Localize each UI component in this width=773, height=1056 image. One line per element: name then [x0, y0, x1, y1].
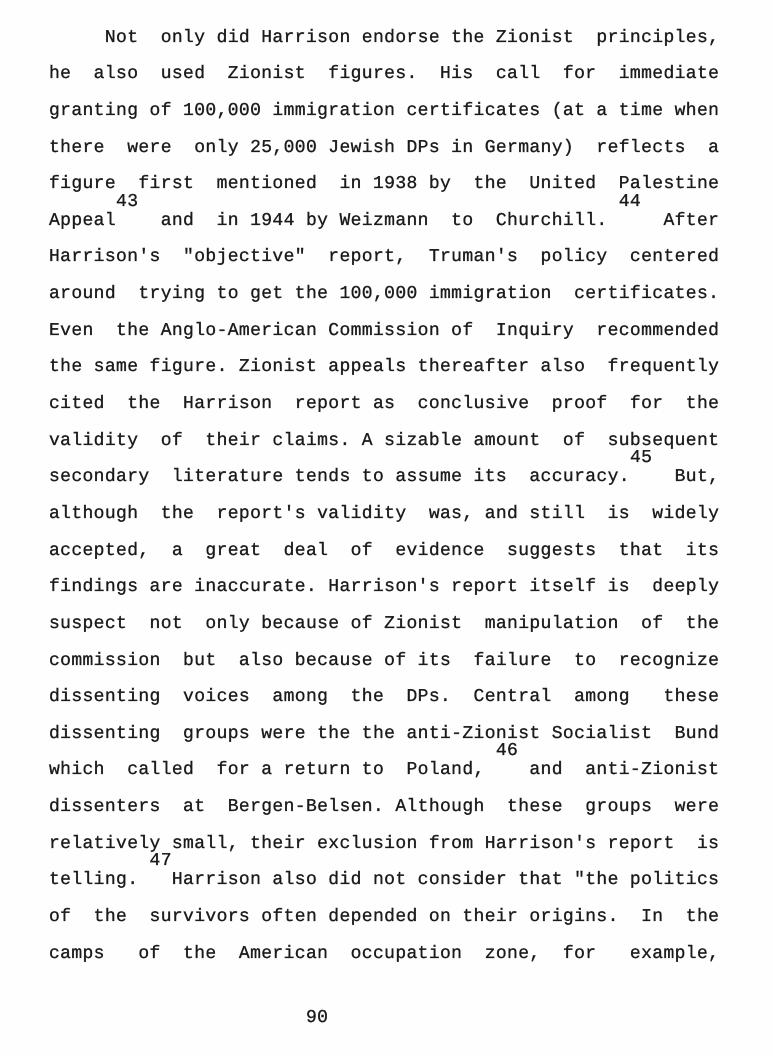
line-text: Harrison's "objective" report, Truman's policy centered: [49, 247, 720, 268]
text-line: [49, 707, 721, 744]
line-text: dissenting voices among the DPs. Central among these: [49, 687, 720, 708]
line-text: validity of their claims. A sizable amount of subsequent: [49, 430, 720, 451]
line-text: figure first mentioned in 1938 by the United Palestine: [49, 174, 720, 195]
line-text: around trying to get the 100,000 immigration certificates.: [49, 284, 720, 305]
text-line: [49, 267, 721, 304]
footnote-ref: 46: [495, 741, 519, 762]
text-line: [49, 561, 721, 598]
text-line: [49, 927, 721, 964]
text-line: [49, 851, 721, 891]
text-line: [49, 231, 721, 268]
text-line: [49, 414, 721, 451]
line-text: secondary literature tends to assume its accuracy. But,: [49, 467, 720, 488]
text-line: [49, 817, 721, 854]
line-text: there were only 25,000 Jewish DPs in Germany) reflects a: [49, 137, 720, 158]
line-text: commission but also because of its failure to recognize: [49, 650, 720, 671]
line-text: findings are inaccurate. Harrison's report itself is deeply: [49, 577, 720, 598]
line-text: granting of 100,000 immigration certificates (at a time when: [49, 100, 720, 121]
text-line: [49, 191, 721, 231]
line-text: of the survivors often depended on their origins. In the: [49, 907, 720, 928]
text-line: [49, 634, 721, 671]
text-line: [49, 890, 721, 927]
line-text: Even the Anglo-American Commission of Inquiry recommended: [49, 320, 720, 341]
line-text: cited the Harrison report as conclusive proof for the: [49, 394, 720, 415]
text-line: [49, 158, 721, 195]
text-line: [49, 11, 721, 48]
line-text: camps of the American occupation zone, for example,: [49, 943, 720, 964]
line-text: the same figure. Zionist appeals thereafter also frequently: [49, 357, 720, 378]
line-text: which called for a return to Poland, and anti-Zionist: [49, 760, 720, 781]
text-line: [49, 341, 721, 378]
footnote-ref: 44: [618, 191, 642, 212]
text-line: [49, 121, 721, 158]
line-text: Not only did Harrison endorse the Zionist principles,: [49, 27, 720, 48]
footnote-ref-row: [49, 742, 518, 760]
line-text: telling. Harrison also did not consider that "the politics: [49, 870, 720, 891]
text-line: [49, 780, 721, 817]
page-number: 90: [306, 1008, 329, 1028]
footnote-ref-row: [49, 193, 641, 211]
text-line: [49, 671, 721, 708]
text-line: [49, 377, 721, 414]
text-line: [49, 487, 721, 524]
body-text: [49, 11, 721, 964]
text-line: [49, 597, 721, 634]
footnote-ref-row: [49, 852, 172, 870]
text-line: [49, 84, 721, 121]
line-text: he also used Zionist figures. His call for immediate: [49, 64, 720, 85]
line-text: relatively small, their exclusion from Harrison's report is: [49, 833, 720, 854]
text-line: [49, 304, 721, 341]
text-line: [49, 524, 721, 561]
line-text: accepted, a great deal of evidence suggests that its: [49, 540, 720, 561]
line-text: Appeal and in 1944 by Weizmann to Churchill. After: [49, 210, 720, 231]
footnote-ref: 47: [149, 851, 172, 872]
text-line: [49, 48, 721, 85]
footnote-ref-row: [49, 449, 652, 467]
footnote-ref: 45: [629, 448, 653, 469]
line-text: suspect not only because of Zionist manipulation of the: [49, 613, 720, 634]
text-line: [49, 448, 721, 488]
text-line: [49, 741, 721, 781]
footnote-ref: 43: [116, 191, 139, 212]
line-text: dissenters at Bergen-Belsen. Although these groups were: [49, 797, 720, 818]
line-text: although the report's validity was, and still is widely: [49, 503, 720, 524]
line-text: dissenting groups were the the anti-Zionist Socialist Bund: [49, 723, 720, 744]
